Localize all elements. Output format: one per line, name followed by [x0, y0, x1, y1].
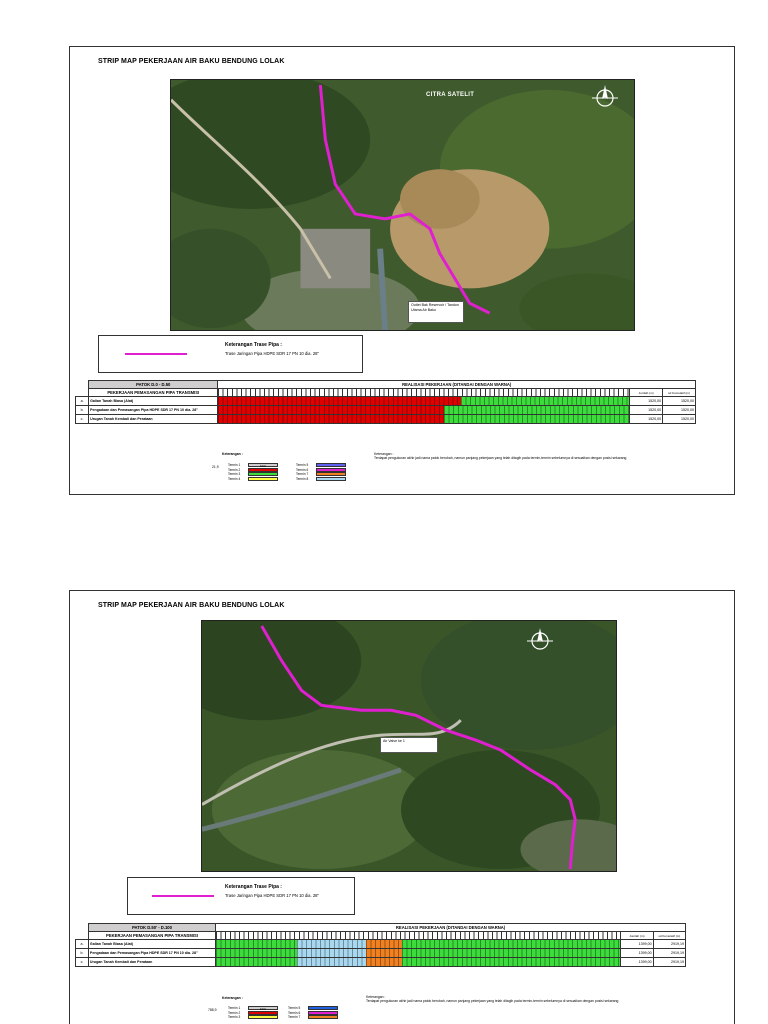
bar-remaining: [444, 415, 629, 423]
termin-swatch: [248, 468, 278, 472]
note-text: Terdapat pengukuran akhir jadi nama patok berubah, namun panjang pekerjaan yang telah ditagih pada termin-termin sebelumnya di sesuaikan dengan posisi sekarang: [366, 999, 619, 1003]
row-number: c.: [76, 958, 89, 967]
realisasi-header: REALISASI PEKERJAAN (DITANDAI DENGAN WARNA): [216, 924, 686, 932]
bar-remaining: [444, 406, 629, 414]
north-arrow-icon: [590, 83, 620, 113]
progress-table: [75, 380, 696, 424]
row-jumlah: 1399,00: [621, 958, 653, 967]
termin-swatch: [248, 1011, 278, 1015]
realisasi-header: REALISASI PEKERJAAN (DITANDAI DENGAN WARNA): [218, 381, 696, 389]
ket-value: 788,9: [208, 1008, 217, 1012]
bar-remaining: [402, 949, 620, 957]
termin-label: Termin 6: [288, 1010, 301, 1015]
citra-satelit-label: CITRA SATELIT: [426, 92, 475, 98]
table-row: [76, 940, 686, 949]
row-kumulatif: 2919,19: [653, 949, 685, 958]
col-kumulatif: sd Kumulatif (m): [663, 389, 696, 397]
patok-ticks: [216, 932, 620, 939]
termin-swatch: Mc0: [248, 463, 278, 467]
legend-description: Trase Jaringan Pipa HDPE SDR 17 PN 10 dia. 28": [225, 351, 319, 356]
pipe-legend-line: [152, 895, 214, 897]
termin-label: Termin 5: [296, 463, 309, 468]
row-number: b.: [76, 949, 89, 958]
termin-swatch: [308, 1015, 338, 1019]
bar-remaining: [461, 397, 629, 405]
bar-termin-2: [216, 949, 297, 957]
row-kumulatif: 2919,19: [653, 940, 685, 949]
progress-bar: [218, 415, 629, 423]
patok-header: PATOK D.0 - D.50: [89, 381, 218, 389]
row-jumlah: 1520,00: [630, 397, 663, 406]
termin-swatch: [248, 477, 278, 481]
bar-realized: [218, 397, 460, 405]
note-text: Terdapat pengukuran akhir jadi nama patok berubah, namun panjang pekerjaan yang telah ditagih pada termin-termin sebelumnya di sesuaikan dengan posisi sekarang: [374, 456, 627, 460]
termin-swatch: [248, 1015, 278, 1019]
bar-termin-3: [297, 940, 366, 948]
progress-bar: [216, 958, 620, 966]
termin-swatch: [316, 472, 346, 476]
col-jumlah: Jumlah (m): [630, 389, 663, 397]
bar-termin-4: [366, 958, 402, 966]
termin-swatch: [308, 1006, 338, 1010]
map-callout: Outlet Bak Reservoir / Tandon Utama Air Baku: [408, 301, 464, 323]
col-jumlah: Jumlah (m): [621, 932, 653, 940]
row-kumulatif: 2919,19: [653, 958, 685, 967]
table-row: [76, 406, 696, 415]
termin-label: Termin 8: [296, 476, 309, 481]
note-title: Keterangan :: [374, 452, 394, 456]
row-kumulatif: 1520,00: [663, 406, 696, 415]
termin-label: Termin 5: [288, 1006, 301, 1011]
termin-swatch: [316, 468, 346, 472]
progress-bar: [216, 949, 620, 957]
termin-label: Termin 3: [228, 1015, 241, 1020]
termin-swatch: [308, 1011, 338, 1015]
table-row: [76, 958, 686, 967]
row-number: a.: [76, 940, 89, 949]
ket-title: Keterangan :: [222, 996, 243, 1000]
pipe-legend: [98, 335, 363, 373]
sheet-title: STRIP MAP PEKERJAAN AIR BAKU BENDUNG LOLAK: [98, 58, 285, 65]
north-arrow-icon: [525, 626, 555, 656]
pekerjaan-header: PEKERJAAN PEMASANGAN PIPA TRANSMISI: [88, 932, 215, 940]
legend-description: Trase Jaringan Pipa HDPE SDR 17 PN 10 dia. 28": [225, 893, 319, 898]
col-kumulatif: sd Kumulatif (m): [653, 932, 685, 940]
bar-termin-2: [216, 940, 297, 948]
strip-map-sheet-1: [69, 46, 735, 495]
row-number: c.: [76, 415, 89, 424]
row-jumlah: 1399,00: [621, 940, 653, 949]
termin-legend-2: [296, 463, 346, 481]
pipe-legend-line: [125, 353, 187, 355]
termin-label: Termin 2: [228, 467, 241, 472]
row-kumulatif: 1520,00: [663, 415, 696, 424]
termin-label: Termin 7: [296, 472, 309, 477]
progress-bar: [216, 940, 620, 948]
row-jumlah: 1520,00: [630, 406, 663, 415]
table-row: [76, 397, 696, 406]
bar-termin-3: [297, 958, 366, 966]
satellite-map: [170, 79, 635, 331]
row-label: Galian Tanah Biasa (Alat): [89, 397, 218, 406]
citra-satelit-label: CITRA SATELIT: [427, 602, 476, 608]
row-jumlah: 1399,00: [621, 949, 653, 958]
termin-label: Termin 6: [296, 467, 309, 472]
termin-legend: [228, 463, 278, 481]
termin-legend: [228, 1006, 278, 1020]
bar-remaining: [402, 958, 620, 966]
row-label: Pengadaan dan Pemasangan Pipa HDPE SDR 17 PN 10 dia. 28": [88, 949, 215, 958]
bar-termin-3: [297, 949, 366, 957]
bar-termin-2: [216, 958, 297, 966]
bar-termin-4: [366, 940, 402, 948]
table-row: [76, 949, 686, 958]
termin-swatch: [316, 477, 346, 481]
row-label: Pengadaan dan Pemasangan Pipa HDPE SDR 17 PN 10 dia. 28": [89, 406, 218, 415]
bar-remaining: [402, 940, 620, 948]
table-row: [76, 415, 696, 424]
termin-label: Termin 1: [228, 463, 241, 468]
note-title: Keterangan :: [366, 995, 386, 999]
patok-ticks: [218, 389, 629, 396]
termin-label: Termin 4: [228, 476, 241, 481]
row-jumlah: 1520,00: [630, 415, 663, 424]
pipe-legend: [127, 877, 355, 915]
ket-value: 21,9: [212, 465, 219, 469]
termin-swatch: [248, 472, 278, 476]
strip-map-sheet-2: [69, 590, 735, 1024]
progress-table: [75, 923, 686, 967]
row-number: b.: [76, 406, 89, 415]
progress-bar: [218, 406, 629, 414]
termin-swatch: [316, 463, 346, 467]
termin-legend-2: [288, 1006, 338, 1020]
bar-realized: [218, 415, 444, 423]
termin-label: Termin 2: [228, 1010, 241, 1015]
patok-header: PATOK D.50' - D.100: [88, 924, 215, 932]
row-label: Urugan Tanah Kembali dan Perataan: [88, 958, 215, 967]
termin-label: Termin 3: [228, 472, 241, 477]
row-label: Galian Tanah Biasa (Alat): [88, 940, 215, 949]
ket-title: Keterangan :: [222, 452, 243, 456]
sheet-title: STRIP MAP PEKERJAAN AIR BAKU BENDUNG LOLAK: [98, 602, 285, 609]
row-number: a.: [76, 397, 89, 406]
legend-title: Keterangan Trase Pipa :: [225, 884, 282, 890]
termin-swatch: Mc0: [248, 1006, 278, 1010]
pekerjaan-header: PEKERJAAN PEMASANGAN PIPA TRANSMISI: [89, 389, 218, 397]
progress-bar: [218, 397, 629, 405]
legend-title: Keterangan Trase Pipa :: [225, 342, 282, 348]
termin-label: Termin 1: [228, 1006, 241, 1011]
bar-termin-4: [366, 949, 402, 957]
map-callout: Air Valve ke 1: [380, 737, 438, 753]
row-label: Urugan Tanah Kembali dan Perataan: [89, 415, 218, 424]
bar-realized: [218, 406, 444, 414]
termin-label: Termin 7: [288, 1015, 301, 1020]
row-kumulatif: 1520,00: [663, 397, 696, 406]
